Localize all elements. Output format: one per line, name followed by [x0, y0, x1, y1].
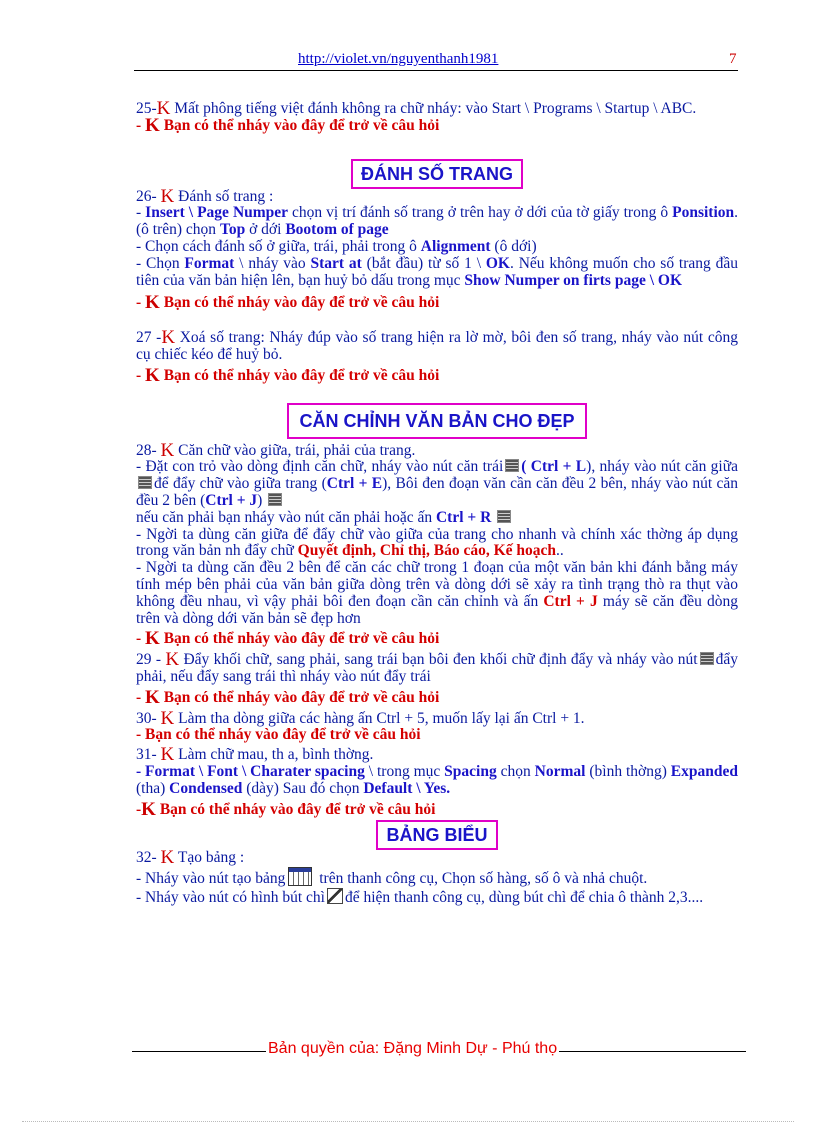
hyperlink-k-icon[interactable]: K — [160, 744, 175, 766]
question-30: 30- K Làm tha dòng giữa các hàng ấn Ctrl + 5, muốn lấy lại ấn Ctrl + 1. — [136, 707, 585, 729]
section-heading-align: CĂN CHỈNH VĂN BẢN CHO ĐẸP — [287, 403, 586, 439]
question-32: 32- K Tạo bảng : — [136, 847, 245, 869]
section-heading-page-numbers: ĐÁNH SỐ TRANG — [351, 159, 523, 189]
answer-28-para-1: - Đặt con trỏ vào dòng định căn chữ, nháy vào nút căn trái ( Ctrl + L), nháy vào nút căn giữađể đẩy chữ vào giữa trang (Ctrl + E), Bôi đen đoạn văn cần căn đều 2 bên, nháy vào nút căn đều 2 bên (Ctrl + J) — [136, 458, 739, 509]
page-bottom-border — [22, 1121, 794, 1122]
hyperlink-k-icon[interactable]: K — [160, 439, 175, 461]
back-to-question-link[interactable]: - K Bạn có thể nháy vào đây để trở về câu hỏi — [136, 364, 440, 386]
answer-26-line-3: - Chọn Format \ nháy vào Start at (bắt đầu) từ số 1 \ OK. Nếu không muốn cho số trang đầu tiên của văn bản hiện lên, bạn huỷ bỏ dấu trong mục Show Numper on firts page \ OK — [136, 254, 738, 289]
answer-26-line-2: - Chọn cách đánh số ở giữa, trái, phải trong ô Alignment (ô dới) — [136, 237, 537, 255]
document-body — [136, 98, 739, 907]
section-heading-table: BẢNG BIỂU — [376, 820, 497, 850]
question-31: 31- K Làm chữ mau, th a, bình thờng. — [136, 744, 374, 766]
back-to-question-link[interactable]: - K Bạn có thể nháy vào đây để trở về câu hỏi — [136, 628, 440, 650]
answer-28-para-4: - Ngời ta dùng căn đều 2 bên để căn các chữ trong 1 đoạn của một văn bản khi đánh bằng máy tính mép bên phải của văn bản giữa dòng trên và dòng dới sẽ xảy ra tình trạng thò ra thụt vào không đều nhau, vì vậy phải bôi đen đoạn cần căn chỉnh và ấn Ctrl + J máy sẽ căn đều dòng trên và dòng dới văn bản sẽ đẹp hơn — [136, 559, 738, 627]
question-29: 29 - K Đẩy khối chữ, sang phải, sang trái bạn bôi đen khối chữ định đẩy và nháy vào nút đẩy phải, nếu đẩy sang trái thì nháy vào nút đẩy trái — [136, 649, 739, 685]
hyperlink-k-icon[interactable]: K — [141, 798, 156, 820]
insert-table-icon[interactable] — [288, 867, 312, 886]
header-rule — [134, 70, 738, 71]
hyperlink-k-icon[interactable]: K — [160, 707, 175, 729]
hyperlink-k-icon[interactable]: K — [145, 292, 160, 314]
hyperlink-k-icon[interactable]: K — [156, 98, 171, 119]
hyperlink-k-icon[interactable]: K — [160, 185, 175, 207]
question-25: 25-K Mất phông tiếng việt đánh không ra chữ nháy: vào Start \ Programs \ Startup \ ABC. — [136, 98, 697, 119]
page-number: 7 — [729, 51, 737, 67]
answer-26-line-1: - Insert \ Page Numper chọn vị trí đánh số trang ở trên hay ở dới của tờ giấy trong ô Ponsition.(ô trên) chọn Top ở dới Bootom of page — [136, 204, 738, 239]
align-right-button-icon[interactable] — [700, 652, 714, 665]
back-to-question-link[interactable]: - K Bạn có thể nháy vào đây để trở về câu hỏi — [136, 114, 440, 136]
question-26: 26- K Đánh số trang : — [136, 185, 274, 207]
hyperlink-k-icon[interactable]: K — [145, 364, 160, 386]
hyperlink-k-icon[interactable]: K — [165, 649, 180, 671]
back-to-question-link[interactable]: - K Bạn có thể nháy vào đây để trở về câu hỏi — [136, 292, 440, 314]
hyperlink-k-icon[interactable]: K — [145, 114, 160, 136]
question-27: 27 -K Xoá số trang: Nháy đúp vào số trang hiện ra lờ mờ, bôi đen số trang, nháy vào nút công cụ chiếc kéo để huỷ bỏ. — [136, 327, 739, 363]
question-28: 28- K Căn chữ vào giữa, trái, phải của trang. — [136, 439, 416, 461]
draw-table-pencil-icon[interactable] — [327, 888, 343, 904]
back-to-question-link[interactable]: -K Bạn có thể nháy vào đây để trở về câu hỏi — [136, 798, 436, 820]
align-center-icon[interactable] — [138, 476, 152, 489]
footer-copyright: Bản quyền của: Đặng Minh Dự - Phú thọ — [268, 1040, 558, 1057]
answer-28-para-3: - Ngời ta dùng căn giữa để đẩy chữ vào giữa của trang cho nhanh và chính xác thờng áp dụng trong văn bản nh đẩy chữ Quyết định, Chỉ thị, Báo cáo, Kế hoạch.. — [136, 525, 738, 560]
answer-31: - Format \ Font \ Charater spacing \ trong mục Spacing chọn Normal (bình thờng) Expanded (tha) Condensed (dày) Sau đó chọn Default \ Yes. — [136, 762, 738, 797]
align-right-icon[interactable] — [497, 510, 511, 523]
answer-28-para-2: nếu căn phải bạn nháy vào nút căn phải hoặc ấn Ctrl + R — [136, 510, 738, 527]
header-url-link[interactable]: http://violet.vn/nguyenthanh1981 — [298, 51, 499, 67]
hyperlink-k-icon[interactable]: K — [161, 327, 176, 349]
align-left-icon[interactable] — [505, 459, 519, 472]
back-to-question-link[interactable]: - Bạn có thể nháy vào đây để trở về câu hỏi — [136, 726, 421, 744]
align-justify-icon[interactable] — [268, 493, 282, 506]
back-to-question-link[interactable]: - K Bạn có thể nháy vào đây để trở về câu hỏi — [136, 686, 440, 708]
hyperlink-k-icon[interactable]: K — [160, 847, 175, 869]
hyperlink-k-icon[interactable]: K — [145, 686, 160, 708]
hyperlink-k-icon[interactable]: K — [145, 628, 160, 650]
answer-32-line-1: - Nháy vào nút tạo bảng trên thanh công cụ, Chọn số hàng, số ô và nhả chuột. — [136, 867, 738, 888]
answer-32-line-2: - Nháy vào nút có hình bút chì để hiện thanh công cụ, dùng bút chì để chia ô thành 2,3.... — [136, 888, 704, 906]
